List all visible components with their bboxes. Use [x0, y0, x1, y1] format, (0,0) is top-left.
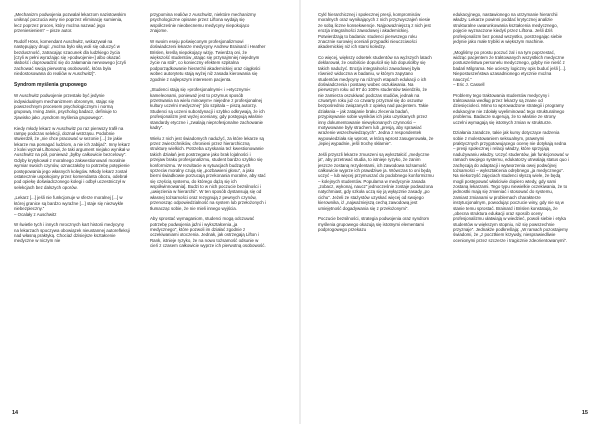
paragraph: Wielu z nich jest świadomych nadużyć, za które lekarze są przez zwierzchników, chronieni przez hierarchiczną strukturę wielkich. Potrzeba uzyskania też kwestionowanie takich działań jest postrzegane jako brak lojalności i przejaw braku profesjonalizmu, student bardzo szybko się konformizmu. W rezultacie w sytuacjach budzących sprzeciw moralny czują się „pozbawieni głosu”, a jako bierni świadkowie porzucają przekonania moralne, aby stać się częścią systemu, do którego dążą się ich współwinnowania]. Budzi to w nich poczucie bezsilności i „uwięzienia w hierarchii”. W ten sposób dystansują się od własnej tożsamości oraz rezygnują z pewnych czynów, przenosząc odpowiedzialność na system lub przełożonych i tłumacząc sobie, że nie mieli innego wyjścia. — [150, 135, 266, 211]
paragraph: Jeśli przyszli lekarze zmuszeni są wykształcić „medyczne ja”, aby przetrwać studia, to istnieje ryzyko, że zanim jeszcze zostaną rezydentami, ich zawodowa tożsamość całkowicie wyprze ich prawdziwe ja. Wówczas to oni będą uczyć – lub więcej przymuszać do podobnego konformizmu – kolejnych studentów. Popularna w medycynie zasada „zobacz, wykonaj, naucz” jednocześnie zostaje podważona natychmiast, gdy szkoła uczą się ją wyłącznie zasady „po cichu”. Jeżeli ze stażystów uzyskać więcej od swojego kierownika, iż „najważniejszą cechą zawodową jest umiejętność dogadywania się z przełożonymi”. — [318, 151, 434, 211]
page-gutter — [299, 0, 301, 424]
quote-author: – Eric J. Cassell — [453, 81, 485, 87]
paragraph: Problemy tego traktowania studentów medycyny i traktowania według przez lekarzy są znane od dziesięcioleci. Mimo to wprowadzone strategii i programy edukacyjne nie zdołały wyeliminować tego strukturalnego problemu. Badacze sugerują, że to właśnie ze strony uczelni wymagają się istotnych zmian w strukturze. — [453, 92, 565, 125]
paragraph: Aby sprostać wymaganiom, studenci mogą odczuwać potrzebę podwojenia jaźni i wykształcenia „ja medycznego”, które pozwoli im działać zgodnie z oczekiwaniami otoczenia. Jednak, jak ostrzegają Lifton i Rank, istnieje ryzyko, że na nowo tożsamość odsunie w cień z czasem całkowicie wyprze ich pierwotną osobowość. — [150, 216, 266, 249]
page-number-right: 15 — [581, 410, 588, 416]
paragraph: Poczucie bezsilności, strategia podwojenia oraz syndrom myślenia grupowego okazują się istotnymi elementami podprogowego przekazu — [318, 216, 430, 233]
paragraph: edukacyjnego, nastawionego na utrzymanie hierarchii władzy. Lekarze powinni poddać krytycznej analizie strukturalne uwarunkowania kształcenia medycznego, pojęcie wyznaczone kiedyś przez Liftona. Jeśli dziś profesjonalizm bez ponad wszystko, postrzegając siebie jedynie jako małe trybiki w większym machinie. — [453, 12, 563, 44]
left-page-column-1 — [14, 12, 130, 400]
paragraph: Rudolf Höss, komendant Auschwitz, wskazywał na następujący drugi: „można było siłą woli się oduczyć w bezduszność, zatracając szacunek dla ludzkiego życia [czyli w pełni wyrażając się »podwojenie«] albo okazać słabość i doprowadzić się do załamania nerwowego [czyli zachować swoją pierwotną osobowość, która była niedostosowana do realiów w Auschwitz]”. — [14, 38, 126, 77]
section-heading: Syndrom myślenia grupowego — [14, 81, 87, 88]
page-number-left: 14 — [12, 410, 19, 416]
left-page-column-2 — [150, 12, 266, 400]
paragraph: W Auschwitz podwojenie przestało być jedynie indywidualnym mechanizmem obronnym, stając się powszechnym procesem psychologicznym i normą grupową. Irving Janis, psycholog badacz, definiuje to zjawisko jako „syndrom myślenia grupowego”. — [14, 93, 117, 120]
paragraph: W swoim eseju poświęconym profesjonalizmowi doświadczeni lekarze medycyny Andrew Brainard i Heather Brislen, kreślą niepokojący wizję. Twierdzą oni, że większość studentów „stając się przynajmniej niejednym życie na stół”, co konieczny efektem szpitalna podporządkowanie hierarchii akademickiej oraz ciągłości wobec autorytetu stają wyżej niż zasada kierowania się zgodnie z najlepszym interesem pacjenta. — [150, 38, 266, 82]
paragraph: Cykl hierarchicznej i społecznej presji, kompromisów moralnych oraz wynikających z nich przyzwyczajeń niesie ze sobą liczne konsekwencje. Najpoważniejszą z nich jest erozja integralności zawodowej i akademickiej. Potwierdzają to badania: studenci pierwszego roku znacznie surowiej oceniali przypadki nieuczciwości akademickiej niż ich starsi koledzy. — [318, 12, 431, 50]
right-page-column-2 — [453, 12, 569, 400]
block-quote: „Lekarz [...] jeśli nie funkcjonuje w sferze moralnej [...] w której granice są bardzo wyraźne [...] staje się niezwykle niebezpieczny.” — [14, 195, 124, 212]
paragraph: Kiedy młody lekarz w Auschwitz po raz pierwszy trafił na rampę podczas selekcji, doznał wstrząsu. Podobnie stwierdził, że „nie chce pracować w sezonie [...] że jakie lekarze ma pomagać ludziom, a nie ich zabijać”. Inny lekarz z kolei wyznał Liftonowi, że taki argument niejako wynikał w Auschwitz na pół, ponieważ „byłby całkowicie bezcelowy”. Gdyby krytykował z moralnego zakwestionowań moralnie wymiar swoich czynów, oznaczałoby to potrzebę potępienie postępowania jego własnych kolegów. Młody lekarz został ostatecznie uspokojony przez komendanta obozu, odebrał pod opiekę doświadczonego kolegi i odbył uczestniczył w selekcjach bez dalszych oporów. — [14, 125, 130, 190]
paragraph: W świetle tych i innych mrocznych kart historii medycyny na lekarzach spoczywa obowiązek nieustannej autorefleksji nad własną praktyką. Chociaż dzisiejsze kształcenie medyczne w niczym nie — [14, 222, 130, 244]
block-quote: „Mogliśmy po prostu poczuć żal i na tym poprzestać, widząc pacjentem że traktowanych wszystkich medyczne postuszeństwa personelu medycznego, gdyby nie nieść z badań Milgrama. Nie ucieszy logiczny opis buduć jeśli [...]. Niepostuszeństwa uzasadnionego etycznie można nauczyć.” — [453, 49, 567, 82]
paragraph: Działania zaradcze, takie jak kursy dotyczące radzenia sobie z molestowaniem seksualnym, prawnymi praktycznych przygotowującego ocenę nie dotykają sedna – presji społecznej i relacji władzy, które sprzyjają nadużywaniu władzy. Uczyć studentów, jak funkcjonować w ramach swojego systemu, edukatorzy utrwalają status quo i zachęcają do adaptacji i wytworzenia owej podwójnej tożsamości – wykształcenia odrębnego „ja medycznego”. Na niekorzyść zajęciach studenci słyszą wiele, że będą mogli postępować właściwie dopiero wtedy, gdy sami zostaną lekarzami. Tego typu niewielkie oczekiwania, że to jednostki mają się zmieniać i stosować do systemu, zamiast zmianami w problemach charakterze instytucjonalnym, powodując poczucie winy, gdy nie są w stanie temu sprostać. Brainard i Brislen konstatują, że „obecna struktura edukacji oraz sposób oceny profesjonalizmu ułatwiają w wiedzieć, powoli siebie i etyka studentów w większym stopniu, niż się powszechnie przyznaje”. Jednakże podkreślają: „W ramach pozostajemy świadomi, że „z pocztkiem krzywdy, niesprawiedliwie ocenionymi przez szczerze i tragicznie zdeorientowanymi”. — [453, 130, 569, 243]
paragraph: „Studenci stają się »profesjonalnymi« i »etycznymi« kameleonami, ponieważ jest to przymus sposób przetrwania na wielu minowym« niejedne z profesjonalnej kultury uczelni medycznej” (do szpitala – piszą autorzy. Studenci są uczeni subordynacji i szybko odkrywają, że ich profesjonalizm jest wyżej oceniany, gdy postępują właśnie standardy etyczne i „zwalają nieprofesjonalne zachowanie kadry”. — [150, 87, 265, 130]
quote-author: – Ocalały z Auschwitz — [14, 211, 57, 217]
paragraph: przypomina realiów z Auschwitz, niektóre mechanizmy psychologiczne opisane przez Liftona wydają się współcześnie nieobecnemu medycyny niepokojąco znajome. — [150, 12, 256, 34]
intro-quote: „Mechanizm podwojenia pozwalał lekarzom nazistowskim uniknąć poczucia winy nie poprzez eliminację sumienia, lecz poprzez proces, który można nazwać jego przeniesieniem” – pisze autor. — [14, 12, 127, 34]
right-page-column-1 — [318, 12, 434, 400]
paragraph: Co więcej, większy odsetek studentów na wyższych latach deklarował, że osobiście dopuścił się lub dopuściłby się takich nadużyć. Erozja integralności zawodowej była również widoczna w badaniu, w którym zapytano studentów medycyny na różnych etapach edukacji o ich doświadczenia i postawy wobec oszukiwania. Na pierwszym roku od 97 do 100% studentów twierdziło, że nie zamierza oszukiwać podczas studiów, jednak na czwartym roku już co czwarty przyznał się do oszustw bezpośrednio związanych z opieką nad pacjentem. Takie działania – jak zatajanie braku zlecenia badań, przypisywanie sobie wyników ich jako uzyskanych przez inny dokumentowanie niewykonanych czynności – motywowane były strachem lub „presją, aby sprawiać wrażenie wszechwiedzących”. Jedna z respondentek wypowiedziała się wprost, w którą wprost zasugerowała, że „lepiej wypadnie, jeśli trochę skłamie”. — [318, 55, 434, 147]
